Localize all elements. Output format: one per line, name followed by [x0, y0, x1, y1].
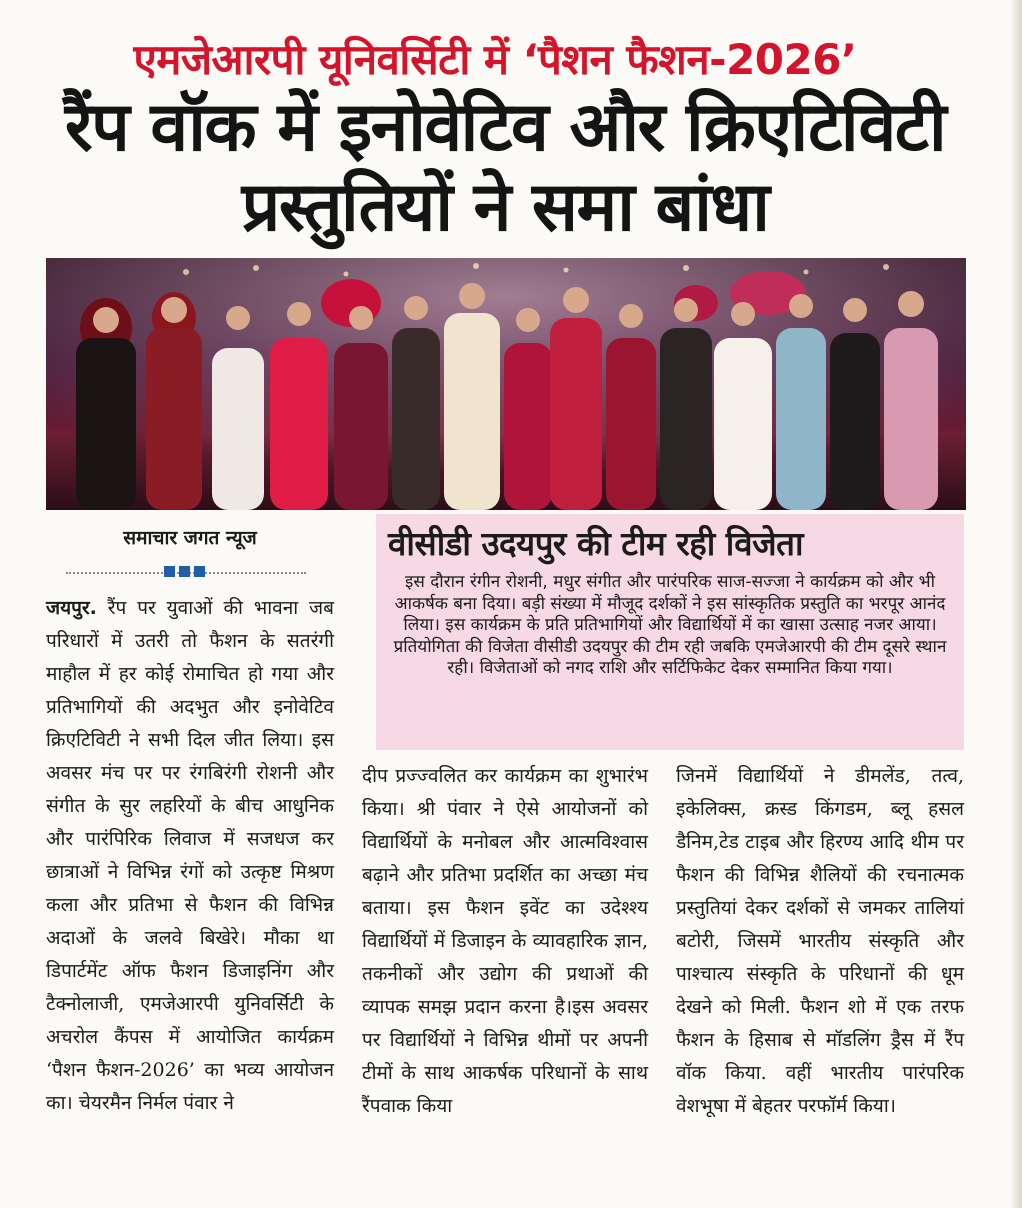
event-photo: [46, 258, 966, 510]
highlight-box-title: वीसीडी उदयपुर की टीम रही विजेता: [388, 524, 803, 563]
page-edge-shadow: [1010, 0, 1022, 1208]
main-headline: [20, 88, 990, 248]
dateline: जयपुर.: [46, 597, 97, 619]
headline-line-1: रैंप वॉक में इनोवेटिव और क्रिएटिविटी: [64, 88, 946, 167]
article-column-2: दीप प्रज्ज्वलित कर कार्यक्रम का शुभारंभ किया। श्री पंवार ने ऐसे आयोजनों को विद्यार्थियों के मनोबल और आत्मविश्वास बढ़ाने और प्रतिभा प्रदर्शित का अच्छा मंच बताया। इस फैशन इवेंट का उदेश्श्य विद्यार्थियों में डिजाइन के व्यावहारिक ज्ञान, तकनीकों और उद्योग की प्रथाओं की व्यापक समझ प्रदान करना है।इस अवसर पर विद्यार्थियों ने विभिन्न थीमों पर अपनी टीमों के साथ आकर्षक परिधानों के साथ रैंपवाक किया: [362, 765, 648, 1117]
highlight-box: [376, 514, 964, 750]
highlight-box-text: इस दौरान रंगीन रोशनी, मधुर संगीत और पारंपरिक साज-सज्जा ने कार्यक्रम को और भी आकर्षक बना दिया। बड़ी संख्या में मौजूद दर्शकों ने इस सांस्कृतिक प्रस्तुति का भरपूर आनंद लिया। इस कार्यक्रम के प्रति प्रतिभागियों और विद्यार्थियों में का खासा उत्साह नजर आया। प्रतियोगिता की विजेता वीसीडी उदयपुर की टीम रही जबकि एमजेआरपी की टीम दूसरे स्थान रही। विजेताओं को नगद राशि और सर्टिफिकेट देकर सम्मानित किया गया।: [393, 572, 947, 678]
article-column-1: [46, 592, 334, 1120]
column-1-text: रैंप पर युवाओं की भावना जब परिधारों में उतरी तो फैशन के सतरंगी माहौल में हर कोई रोमाचित हो गया और प्रतिभागियों की अदभुत और इनोवेटिव क्रिएटिविटी ने सभी दिल जीत लिया। इस अवसर मंच पर पर रंगबिरंगी रोशनी और संगीत के सुर लहरियों के बीच आधुनिक और पारंपिरिक लिवाज में सजधज कर छात्राओं ने विभिन्न रंगों को उत्कृष्ट मिश्रण कला और प्रतिभा से फैशन की विभिन्न अदाओं के जलवे बिखेरे। मौका था डिपार्टमेंट ऑफ फैशन डिजाइनिंग और टैक्नोलाजी, एमजेआरपी युनिवर्सिटी के अचरोल कैंपस में आयोजित कार्यक्रम ‘पैशन फैशन-2026’ का भव्य आयोजन का। चेयरमैन निर्मल पंवार ने: [46, 597, 334, 1114]
divider-squares: [164, 566, 205, 577]
kicker-headline: एमजेआरपी यूनिवर्सिटी में ‘पैशन फैशन-2026’: [133, 35, 857, 84]
article-column-3: जिनमें विद्यार्थियों ने डीमलेंड, तत्व, इकेलिक्स, क्रस्ड किंगडम, ब्लू हसल डैनिम,टेड टाइब और हिरण्य आदि थीम पर फैशन की विभिन्न शैलियों की रचनात्मक प्रस्तुतियां देकर दर्शकों से जमकर तालियां बटोरी, जिसमें भारतीय संस्कृति और पाश्चात्य संस्कृति के परिधानों की धूम देखने को मिली. फैशन शो में एक तरफ फैशन के हिसाब से मॉडलिंग ड्रैस में रैंप वॉक किया. वहीं भारतीय पारंपरिक वेशभूषा में बेहतर परफॉर्म किया।: [676, 765, 964, 1117]
headline-line-2: प्रस्तुतियों ने समा बांधा: [241, 168, 769, 247]
byline: समाचार जगत न्यूज: [123, 527, 257, 549]
fashion-show-stage-illustration: [46, 258, 966, 510]
